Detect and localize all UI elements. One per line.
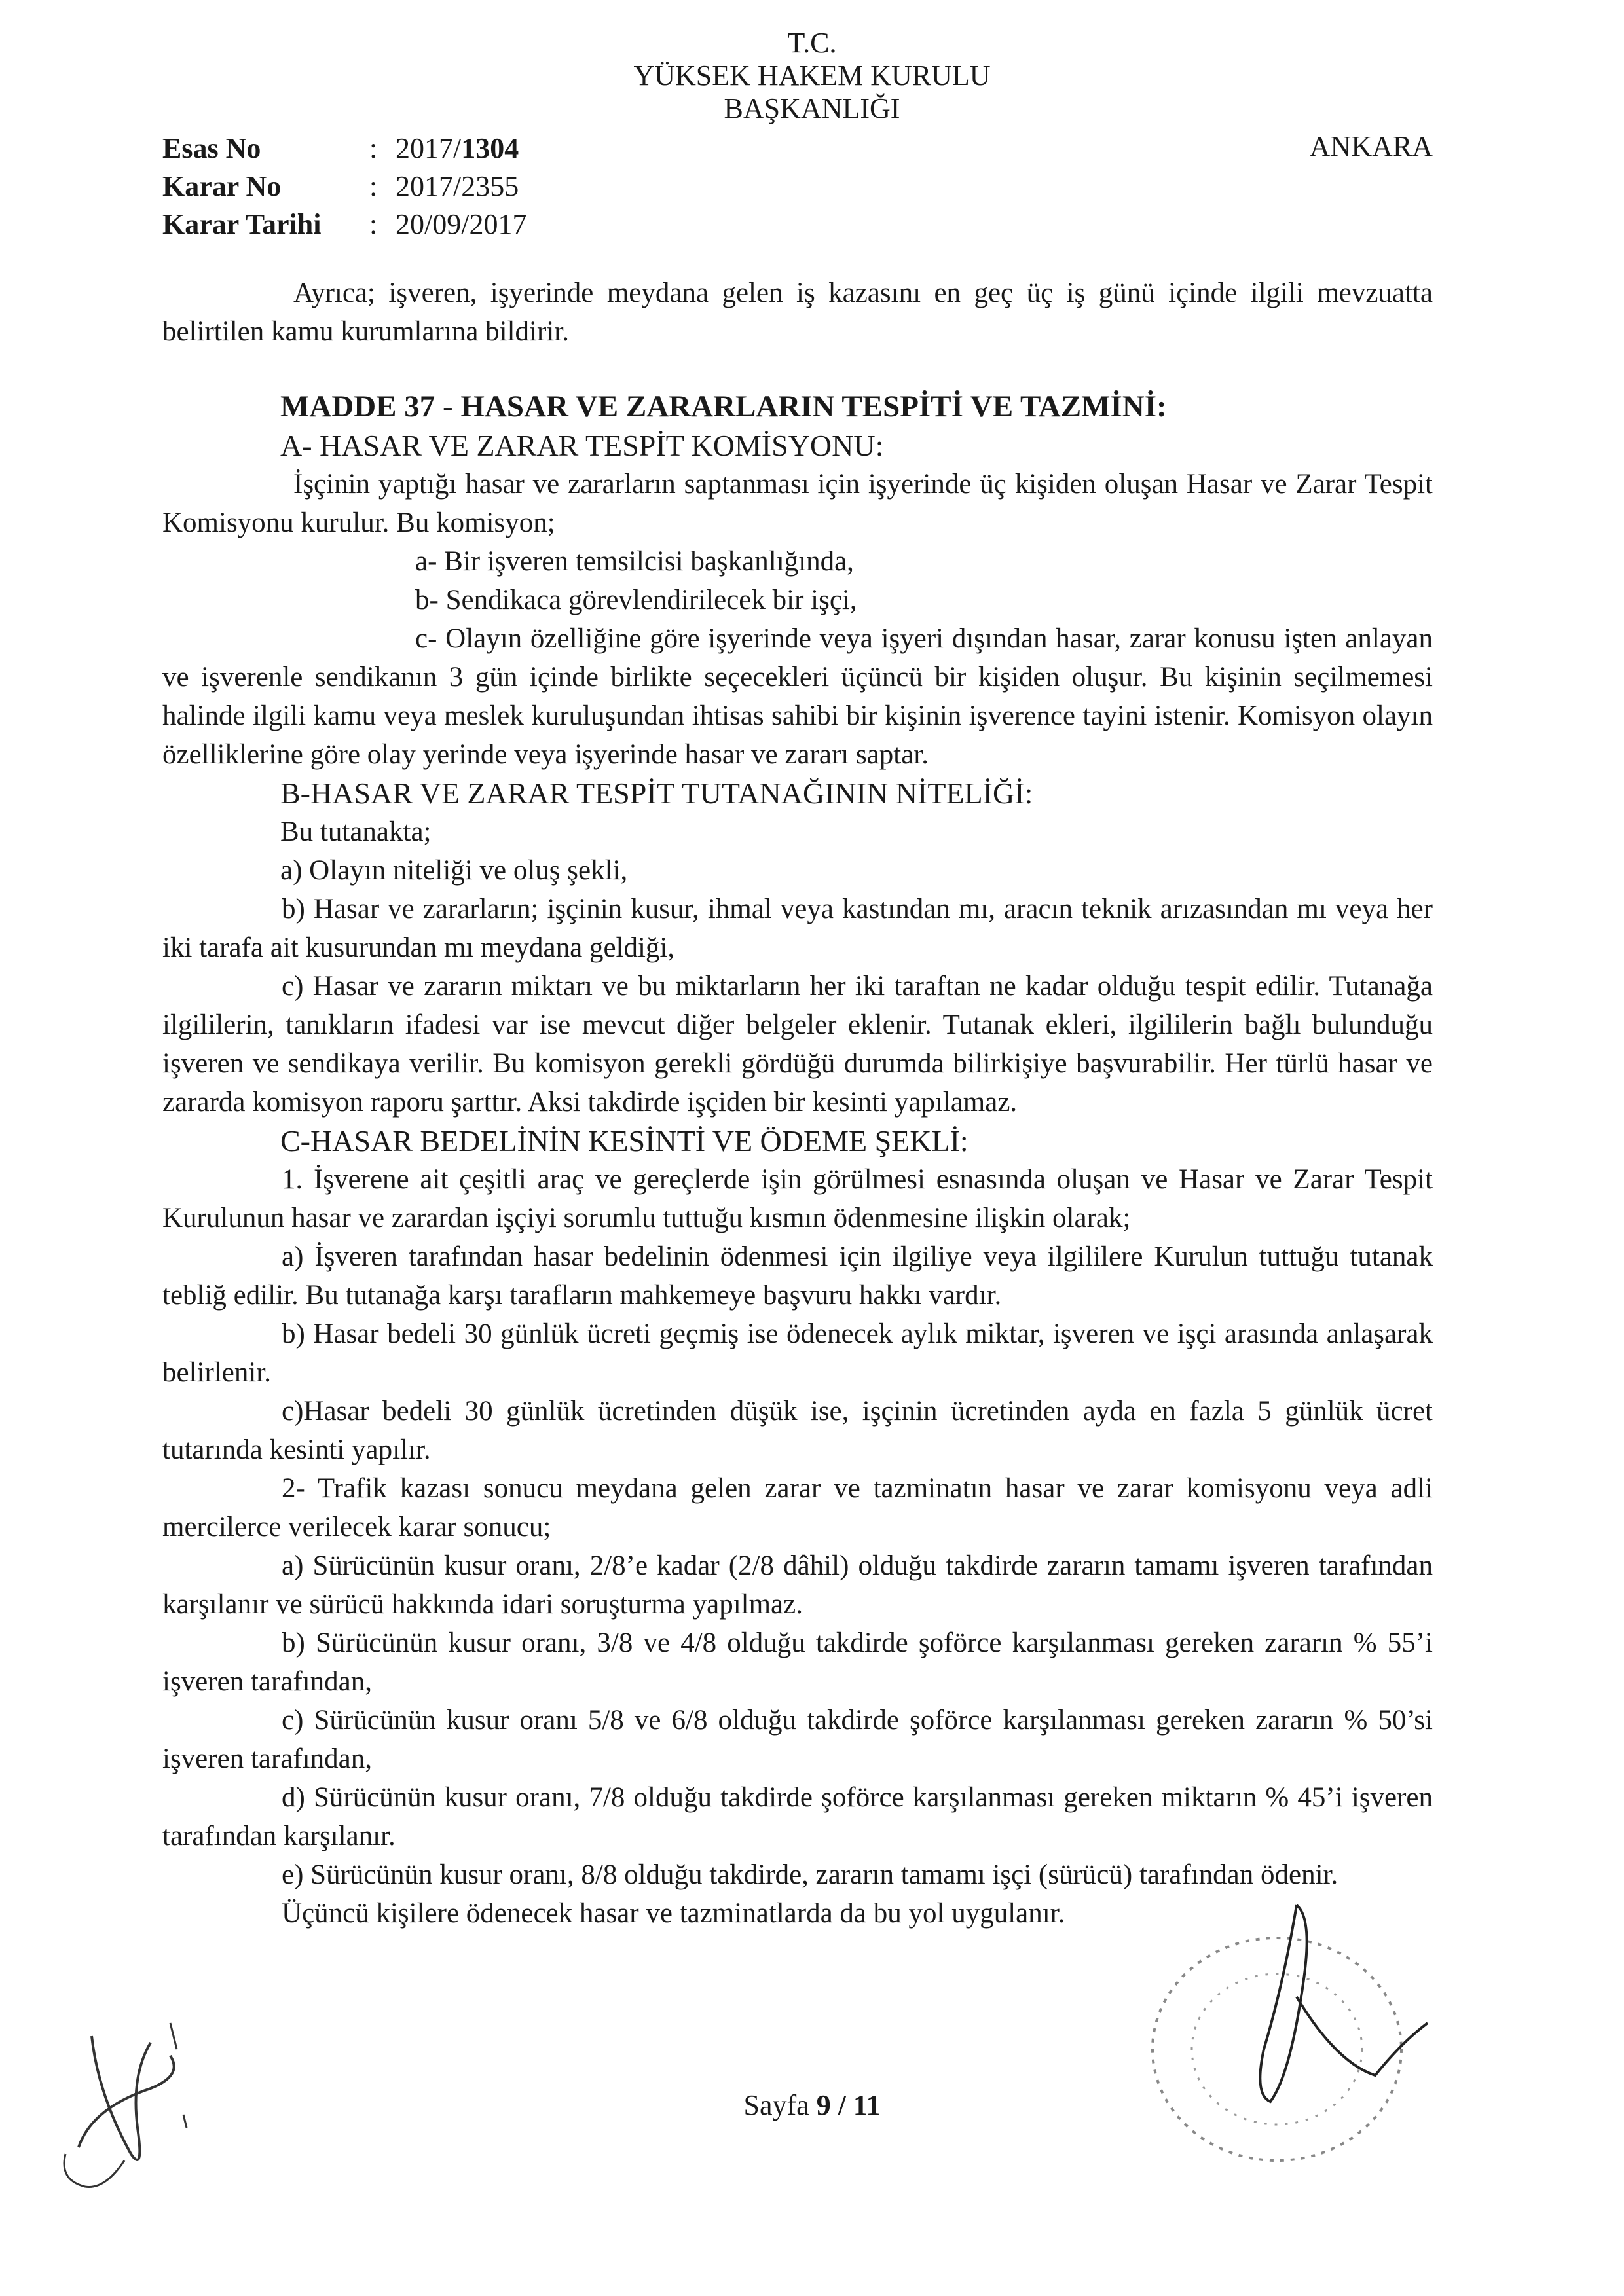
paragraph-intro: Ayrıca; işveren, işyerinde meydana gelen iş kazasını en geç üç iş günü içinde ilgili mevzuatta belirtilen kamu kurumlarına bildirir. bbox=[162, 278, 1433, 347]
section-c-item-2a: a) Sürücünün kusur oranı, 2/8’e kadar (2/8 dâhil) olduğu takdirde zararın tamamı işveren tarafından karşılanır ve sürücü hakkında idari soruşturma yapılmaz. bbox=[162, 1550, 1433, 1620]
karar-row bbox=[162, 168, 526, 206]
esas-value-number: 1304 bbox=[461, 132, 519, 164]
karar-value: 2017/2355 bbox=[396, 170, 519, 202]
section-b-item-a: a) Olayın niteliği ve oluş şekli, bbox=[280, 855, 628, 886]
section-b-title: B-HASAR VE ZARAR TESPİT TUTANAĞININ NİTELİĞİ: bbox=[280, 776, 1033, 810]
colon: : bbox=[369, 170, 378, 202]
section-c-item-2b: b) Sürücünün kusur oranı, 3/8 ve 4/8 olduğu takdirde şoförce karşılanması gereken zararın % 55’i işveren tarafından, bbox=[162, 1628, 1433, 1697]
section-c-item-2c: c) Sürücünün kusur oranı 5/8 ve 6/8 olduğu takdirde şoförce karşılanması gereken zararın % 50’si işveren tarafından, bbox=[162, 1705, 1433, 1774]
colon: : bbox=[369, 208, 378, 240]
section-a-title: A- HASAR VE ZARAR TESPİT KOMİSYONU: bbox=[280, 429, 884, 462]
case-meta bbox=[162, 130, 526, 244]
section-c-title: C-HASAR BEDELİNİN KESİNTİ VE ÖDEME ŞEKLİ: bbox=[280, 1124, 969, 1157]
header-presidency: BAŞKANLIĞI bbox=[724, 92, 900, 124]
esas-row bbox=[162, 130, 526, 168]
header-institution: YÜKSEK HAKEM KURULU bbox=[633, 60, 991, 92]
page-number: 9 / 11 bbox=[816, 2089, 881, 2121]
tarih-row bbox=[162, 206, 526, 244]
section-c-item-1c: c)Hasar bedeli 30 günlük ücretinden düşük ise, işçinin ücretinden ayda en fazla 5 günlük ücret tutarında kesinti yapılır. bbox=[162, 1396, 1433, 1465]
esas-label: Esas No bbox=[162, 132, 261, 164]
official-stamp-icon bbox=[1100, 1879, 1467, 2206]
section-c-item-2: 2- Trafik kazası sonucu meydana gelen zarar ve tazminatın hasar ve zarar komisyonu veya adli mercilerce verilecek karar sonucu; bbox=[162, 1473, 1433, 1542]
section-c-item-1b: b) Hasar bedeli 30 günlük ücreti geçmiş ise ödenecek aylık miktar, işveren ve işçi arasında anlaşarak belirlenir. bbox=[162, 1319, 1433, 1388]
section-c-item-2d: d) Sürücünün kusur oranı, 7/8 olduğu takdirde şoförce karşılanması gereken miktarın % 45’i işveren tarafından karşılanır. bbox=[162, 1782, 1433, 1851]
section-c-closing: Üçüncü kişilere ödenecek hasar ve tazminatlarda da bu yol uygulanır. bbox=[282, 1898, 1065, 1929]
page-footer bbox=[0, 2088, 1624, 2122]
karar-label: Karar No bbox=[162, 170, 282, 202]
section-c-item-2e: e) Sürücünün kusur oranı, 8/8 olduğu takdirde, zararın tamamı işçi (sürücü) tarafından ödenir. bbox=[282, 1859, 1338, 1890]
section-c-item-1: 1. İşverene ait çeşitli araç ve gereçlerde işin görülmesi esnasında oluşan ve Hasar ve Zarar Tespit Kurulunun hasar ve zarardan işçiyi sorumlu tuttuğu kısmın ödenmesine ilişkin olarak; bbox=[162, 1164, 1433, 1233]
section-a-item-b: b- Sendikaca görevlendirilecek bir işçi, bbox=[415, 585, 857, 615]
section-c-item-1a: a) İşveren tarafından hasar bedelinin ödenmesi için ilgiliye veya ilgililere Kurulun tuttuğu tutanak tebliğ edilir. Bu tutanağa karşı tarafların mahkemeye başvuru hakkı vardır. bbox=[162, 1241, 1433, 1311]
section-b-intro: Bu tutanakta; bbox=[280, 816, 432, 847]
section-a-item-a: a- Bir işveren temsilcisi başkanlığında, bbox=[415, 546, 854, 577]
esas-value bbox=[396, 130, 519, 168]
document-body bbox=[162, 274, 1433, 1933]
section-a-item-c: c- Olayın özelliğine göre işyerinde veya işyeri dışından hasar, zarar konusu işten anlayan ve işverenle sendikanın 3 gün içinde birlikte seçecekleri üçüncü bir kişiden oluşur. Bu kişinin seçilmemesi halinde ilgili kamu veya meslek kuruluşundan ihtisas sahibi bir kişinin işverence tayini istenir. Komisyon olayın özelliklerine göre olay yerinde veya işyerinde hasar ve zararı saptar. bbox=[162, 623, 1433, 770]
section-b-item-c: c) Hasar ve zararın miktarı ve bu miktarların her iki taraftan ne kadar olduğu tespit edilir. Tutanağa ilgililerin, tanıkların ifadesi var ise mevcut diğer belgeler eklenir. Tutanak ekleri, ilgililerin bağlı bulunduğu işveren ve sendikaya verilir. Bu komisyon gerekli gördüğü durumda bilirkişiye başvurabilir. Her türlü hasar ve zararda komisyon raporu şarttır. Aksi takdirde işçiden bir kesinti yapılamaz. bbox=[162, 971, 1433, 1118]
esas-value-year: 2017/ bbox=[396, 132, 462, 164]
colon: : bbox=[369, 132, 378, 164]
tarih-label: Karar Tarihi bbox=[162, 208, 322, 240]
article-title: MADDE 37 - HASAR VE ZARARLARIN TESPİTİ VE TAZMİNİ: bbox=[280, 390, 1167, 424]
section-a-text: İşçinin yaptığı hasar ve zararların saptanması için işyerinde üç kişiden oluşan Hasar ve Zarar Tespit Komisyonu kurulur. Bu komisyon; bbox=[162, 469, 1433, 538]
section-b-item-b: b) Hasar ve zararların; işçinin kusur, ihmal veya kastından mı, aracın teknik arızasından mı veya her iki tarafa ait kusurundan mı meydana geldiği, bbox=[162, 894, 1433, 963]
tarih-value: 20/09/2017 bbox=[396, 208, 527, 240]
header-tc: T.C. bbox=[787, 27, 837, 59]
page-label: Sayfa bbox=[743, 2089, 809, 2121]
city-label: ANKARA bbox=[1309, 130, 1433, 162]
